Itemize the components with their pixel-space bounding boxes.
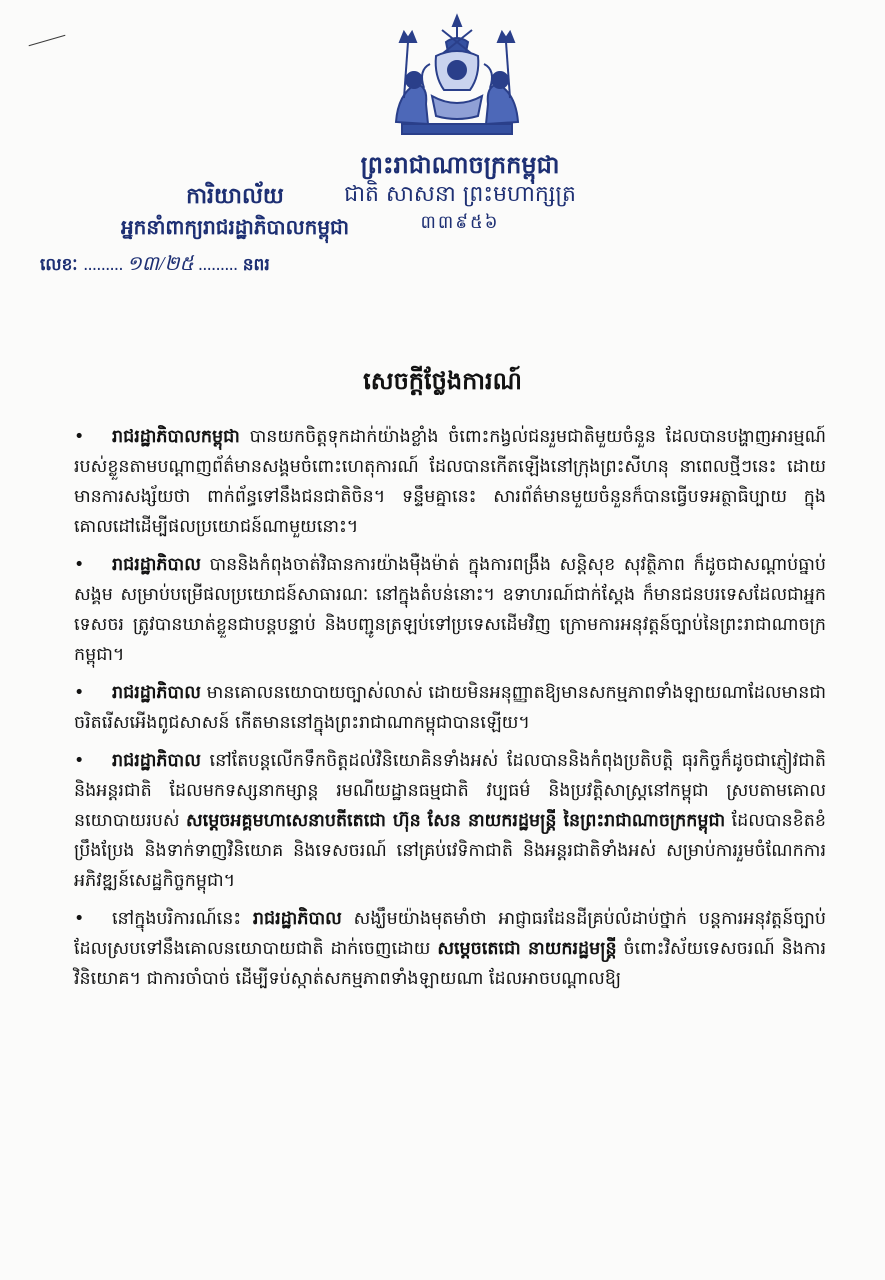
paragraph-2: • រាជរដ្ឋាភិបាល បាននិងកំពុងចាត់វិធានការយ៉ាងម៉ឺងម៉ាត់ ក្នុងការពង្រឹង សន្តិសុខ សុវត្ថិភាព ក៏ដូចជាសណ្តាប់ធ្នាប់សង្គម សម្រាប់បម្រើផលប្រយោជន៍សាធារណៈ នៅក្នុងតំបន់នោះ។ ឧទាហរណ៍ជាក់ស្តែង ក៏មានជនបរទេសដែលជាអ្នកទេសចរ ត្រូវបានឃាត់ខ្លួនជាបន្តបន្ទាប់ និងបញ្ជូនត្រឡប់ទៅប្រទេសដើមវិញ ក្រោមការអនុវត្តន៍ច្បាប់នៃព្រះរាជាណាចក្រកម្ពុជា។ <box>74 555 826 665</box>
stray-pen-mark <box>29 35 66 46</box>
paragraph-text: មានគោលនយោបាយច្បាស់លាស់ ដោយមិនអនុញ្ញាតឱ្យមានសកម្មភាពទាំងឡាយណាដែលមានជាចរិតរើសអើងពូជសាសន៍ កើតមាននៅក្នុងព្រះរាជាណាកម្ពុជាបានឡើយ។ <box>74 683 826 733</box>
reference-value: ១៣/២៥ <box>126 253 194 275</box>
paragraph-3: • រាជរដ្ឋាភិបាល មានគោលនយោបាយច្បាស់លាស់ ដោយមិនអនុញ្ញាតឱ្យមានសកម្មភាពទាំងឡាយណាដែលមានជាចរិតរើសអើងពូជសាសន៍ កើតមាននៅក្នុងព្រះរាជាណាកម្ពុជាបានឡើយ។ <box>74 683 826 733</box>
paragraph-text: បានយកចិត្តទុកដាក់យ៉ាងខ្លាំង ចំពោះកង្វល់ជនរួមជាតិមួយចំនួន ដែលបានបង្ហាញអារម្មណ៍របស់ខ្លួនតាមបណ្តាញព័ត៌មានសង្គមចំពោះហេតុការណ៍ ដែលបានកើតឡើងនៅក្រុងព្រះសីហនុ នាពេលថ្មីៗនេះ ដោយមានការសង្ស័យថា ពាក់ព័ន្ធទៅនឹងជនជាតិចិន។ ទន្ទឹមគ្នានេះ សារព័ត៌មានមួយចំនួនក៏បានធ្វើបទអត្ថាធិប្បាយ ក្នុងគោលដៅដើម្បីផលប្រយោជន៍ណាមួយនោះ។ <box>74 427 826 537</box>
reference-label: លេខៈ <box>40 255 78 275</box>
paragraph-4: • រាជរដ្ឋាភិបាល នៅតែបន្តលើកទឹកចិត្តដល់វិនិយោគិនទាំងអស់ ដែលបាននិងកំពុងប្រតិបត្តិ ធុរកិច្ចក៏ដូចជាភ្ញៀវជាតិ និងអន្តរជាតិ ដែលមកទស្សនាកម្សាន្ត រមណីយដ្ឋានធម្មជាតិ វប្បធម៌ និងប្រវត្តិសាស្ត្រនៅកម្ពុជា ស្របតាមគោលនយោបាយរបស់ សម្តេចអគ្គមហាសេនាបតីតេជោ ហ៊ុន សែន នាយករដ្ឋមន្ត្រី នៃព្រះរាជាណាចក្រកម្ពុជា ដែលបានខិតខំប្រឹងប្រែង និងទាក់ទាញវិនិយោគ និងទេសចរណ៍ នៅគ្រប់វេទិកាជាតិ និងអន្តរជាតិទាំងអស់ សម្រាប់ការរួមចំណែកការអភិវឌ្ឍន៍សេដ្ឋកិច្ចកម្ពុជា។ <box>74 751 827 891</box>
paragraph-subject: រាជរដ្ឋាភិបាល <box>112 751 201 771</box>
issuing-office <box>110 182 360 242</box>
statement-body <box>74 422 826 1002</box>
office-line-1: ការិយាល័យ <box>186 184 284 209</box>
paragraph-text: នៅតែបន្តលើកទឹកចិត្តដល់វិនិយោគិនទាំងអស់ ដែលបាននិងកំពុងប្រតិបត្តិ ធុរកិច្ចក៏ដូចជាភ្ញៀវជាតិ និងអន្តរជាតិ ដែលមកទស្សនាកម្សាន្ត រមណីយដ្ឋានធម្មជាតិ វប្បធម៌ និងប្រវត្តិសាស្ត្រនៅកម្ពុជា ស្របតាមគោលនយោបាយរបស់ <box>74 751 826 831</box>
paragraph-subject: រាជរដ្ឋាភិបាលកម្ពុជា <box>112 427 240 447</box>
motto-ornament: ៣៣៩៥៦ <box>420 212 500 233</box>
paragraph-text: បាននិងកំពុងចាត់វិធានការយ៉ាងម៉ឺងម៉ាត់ ក្នុងការពង្រឹង សន្តិសុខ សុវត្ថិភាព ក៏ដូចជាសណ្តាប់ធ្នាប់សង្គម សម្រាប់បម្រើផលប្រយោជន៍សាធារណៈ នៅក្នុងតំបន់នោះ។ ឧទាហរណ៍ជាក់ស្តែង ក៏មានជនបរទេសដែលជាអ្នកទេសចរ ត្រូវបានឃាត់ខ្លួនជាបន្តបន្ទាប់ និងបញ្ជូនត្រឡប់ទៅប្រទេសដើមវិញ ក្រោមការអនុវត្តន៍ច្បាប់នៃព្រះរាជាណាចក្រកម្ពុជា។ <box>74 555 826 665</box>
paragraph-emphasis: សម្តេចតេជោ នាយករដ្ឋមន្ត្រី <box>437 939 617 959</box>
paragraph-1: • រាជរដ្ឋាភិបាលកម្ពុជា បានយកចិត្តទុកដាក់យ៉ាងខ្លាំង ចំពោះកង្វល់ជនរួមជាតិមួយចំនួន ដែលបានបង្ហាញអារម្មណ៍របស់ខ្លួនតាមបណ្តាញព័ត៌មានសង្គមចំពោះហេតុការណ៍ ដែលបានកើតឡើងនៅក្រុងព្រះសីហនុ នាពេលថ្មីៗនេះ ដោយមានការសង្ស័យថា ពាក់ព័ន្ធទៅនឹងជនជាតិចិន។ ទន្ទឹមគ្នានេះ សារព័ត៌មានមួយចំនួនក៏បានធ្វើបទអត្ថាធិប្បាយ ក្នុងគោលដៅដើម្បីផលប្រយោជន៍ណាមួយនោះ។ <box>74 427 826 537</box>
paragraph-text-continued: ដែលបានខិតខំប្រឹងប្រែង និងទាក់ទាញវិនិយោគ និងទេសចរណ៍ នៅគ្រប់វេទិកាជាតិ និងអន្តរជាតិទាំងអស់ សម្រាប់ការរួមចំណែកការអភិវឌ្ឍន៍សេដ្ឋកិច្ចកម្ពុជា។ <box>74 811 827 891</box>
paragraph-subject: រាជរដ្ឋាភិបាល <box>112 555 201 575</box>
paragraph-lead: នៅក្នុងបរិការណ៍នេះ <box>112 909 253 929</box>
office-line-2: អ្នកនាំពាក្យរាជរដ្ឋាភិបាលកម្ពុជា <box>120 215 350 239</box>
document-title: សេចក្តីថ្លែងការណ៍ <box>363 367 522 395</box>
paragraph-text-continued: ចំពោះវិស័យទេសចរណ៍ និងការវិនិយោគ។ ជាការចាំបាច់ ដើម្បីទប់ស្កាត់សកម្មភាពទាំងឡាយណា ដែលអាចបណ្តាលឱ្យ <box>74 939 827 989</box>
reference-suffix: នពរ <box>242 255 270 275</box>
kingdom-name: ព្រះរាជាណាចក្រកម្ពុជា <box>360 151 560 179</box>
paragraph-subject: រាជរដ្ឋាភិបាល <box>252 909 342 929</box>
paragraph-subject: រាជរដ្ឋាភិបាល <box>112 683 201 703</box>
royal-arms-emblem-icon <box>388 12 526 138</box>
paragraph-text: សង្ឃឹមយ៉ាងមុតមាំថា អាជ្ញាធរដែនដីគ្រប់លំដាប់ថ្នាក់ បន្តការអនុវត្តន៍ច្បាប់ ដែលស្របទៅនឹងគោលនយោបាយជាតិ ដាក់ចេញដោយ <box>74 909 827 959</box>
national-motto: ជាតិ សាសនា ព្រះមហាក្សត្រ <box>344 182 576 207</box>
paragraph-5: • នៅក្នុងបរិការណ៍នេះ រាជរដ្ឋាភិបាល សង្ឃឹមយ៉ាងមុតមាំថា អាជ្ញាធរដែនដីគ្រប់លំដាប់ថ្នាក់ បន្តការអនុវត្តន៍ច្បាប់ ដែលស្របទៅនឹងគោលនយោបាយជាតិ ដាក់ចេញដោយ សម្តេចតេជោ នាយករដ្ឋមន្ត្រី ចំពោះវិស័យទេសចរណ៍ និងការវិនិយោគ។ ជាការចាំបាច់ ដើម្បីទប់ស្កាត់សកម្មភាពទាំងឡាយណា ដែលអាចបណ្តាលឱ្យ <box>74 909 827 989</box>
reference-number: លេខៈ ......... ១៣/២៥ ......... នពរ <box>40 253 270 275</box>
paragraph-emphasis: សម្តេចអគ្គមហាសេនាបតីតេជោ ហ៊ុន សែន នាយករដ្ឋមន្ត្រី នៃព្រះរាជាណាចក្រកម្ពុជា <box>185 811 726 831</box>
